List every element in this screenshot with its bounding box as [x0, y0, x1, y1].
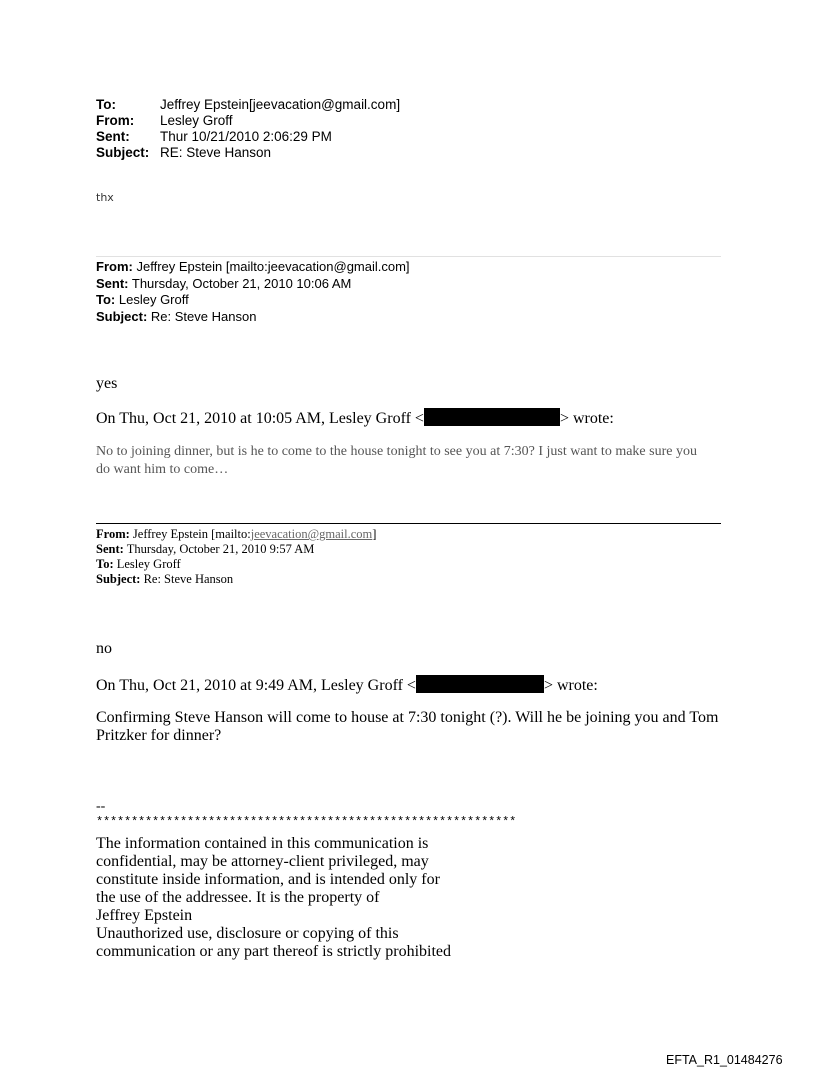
message-1-quoted-text: No to joining dinner, but is he to come to the house tonight to see you at 7:30? I just want to make sure you do want him to come…: [96, 444, 697, 477]
notice-line: communication or any part thereof is strictly prohibited: [96, 943, 452, 960]
message-2-quoted-text: Confirming Steve Hanson will come to house at 7:30 tonight (?). Will he be joining you and Tom Pritzker for dinner?: [96, 709, 719, 744]
signature-dashes: --: [96, 799, 106, 814]
document-id: EFTA_R1_01484276: [666, 1053, 783, 1067]
sent-label: Sent:: [96, 129, 130, 144]
message-1-wrote-line: [96, 408, 614, 428]
message-1-wrote-suffix: > wrote:: [559, 410, 614, 427]
notice-line: confidential, may be attorney-client privileged, may: [96, 853, 429, 870]
notice-line: constitute inside information, and is intended only for: [96, 871, 440, 888]
qh2-email-link[interactable]: jeevacation@gmail.com: [250, 527, 373, 541]
notice-line: Jeffrey Epstein: [96, 907, 193, 924]
subject-label: Subject:: [96, 145, 150, 160]
qh1-subject-value: Re: Steve Hanson: [150, 308, 257, 324]
qh2-subject-value: Re: Steve Hanson: [143, 572, 234, 586]
quoted-header-2: [96, 527, 376, 587]
qh2-from-label: From:: [96, 527, 130, 541]
separator-dark: [96, 523, 721, 524]
qh1-from-value: Jeffrey Epstein [mailto:jeevacation@gmail.com]: [136, 259, 410, 274]
qh2-to-label: To:: [96, 557, 114, 571]
reply-body: thx: [96, 191, 114, 204]
notice-line: Unauthorized use, disclosure or copying of this: [96, 925, 399, 942]
redaction-box: [416, 675, 544, 693]
sent-value: Thur 10/21/2010 2:06:29 PM: [160, 129, 332, 144]
qh1-sent-value: Thursday, October 21, 2010 10:06 AM: [131, 275, 352, 291]
message-1-body: yes: [96, 375, 118, 392]
signature-stars: ************************************************************: [96, 815, 517, 829]
separator-light: [96, 256, 721, 257]
email-header: [96, 97, 400, 161]
qh2-from-close: ]: [372, 527, 377, 541]
to-label: To:: [96, 97, 116, 112]
quoted-header-1: [96, 259, 410, 325]
qh1-subject-label: Subject:: [96, 308, 148, 324]
confidentiality-notice: [96, 835, 516, 961]
qh1-sent-label: Sent:: [96, 275, 129, 291]
from-label: From:: [96, 113, 135, 128]
notice-line: the use of the addressee. It is the property of: [96, 889, 380, 906]
qh2-subject-label: Subject:: [96, 572, 141, 586]
to-value: Jeffrey Epstein[jeevacation@gmail.com]: [160, 97, 401, 112]
subject-value: RE: Steve Hanson: [160, 145, 272, 160]
qh2-to-value: Lesley Groff: [116, 557, 181, 571]
qh2-sent-label: Sent:: [96, 542, 124, 556]
notice-line: The information contained in this communication is: [96, 835, 429, 852]
from-value: Lesley Groff: [160, 113, 233, 128]
qh1-to-value: Lesley Groff: [118, 292, 189, 307]
qh2-from-name: Jeffrey Epstein [mailto:: [132, 527, 251, 541]
message-2-wrote-prefix: On Thu, Oct 21, 2010 at 9:49 AM, Lesley Groff <: [96, 677, 416, 694]
message-2-body: no: [96, 640, 112, 657]
message-2-wrote-line: [96, 675, 598, 695]
qh1-from-label: From:: [96, 259, 133, 274]
qh2-sent-value: Thursday, October 21, 2010 9:57 AM: [126, 542, 315, 556]
redaction-box: [424, 408, 560, 426]
qh1-to-label: To:: [96, 292, 116, 307]
message-1-wrote-prefix: On Thu, Oct 21, 2010 at 10:05 AM, Lesley Groff <: [96, 410, 424, 427]
message-2-wrote-suffix: > wrote:: [543, 677, 598, 694]
